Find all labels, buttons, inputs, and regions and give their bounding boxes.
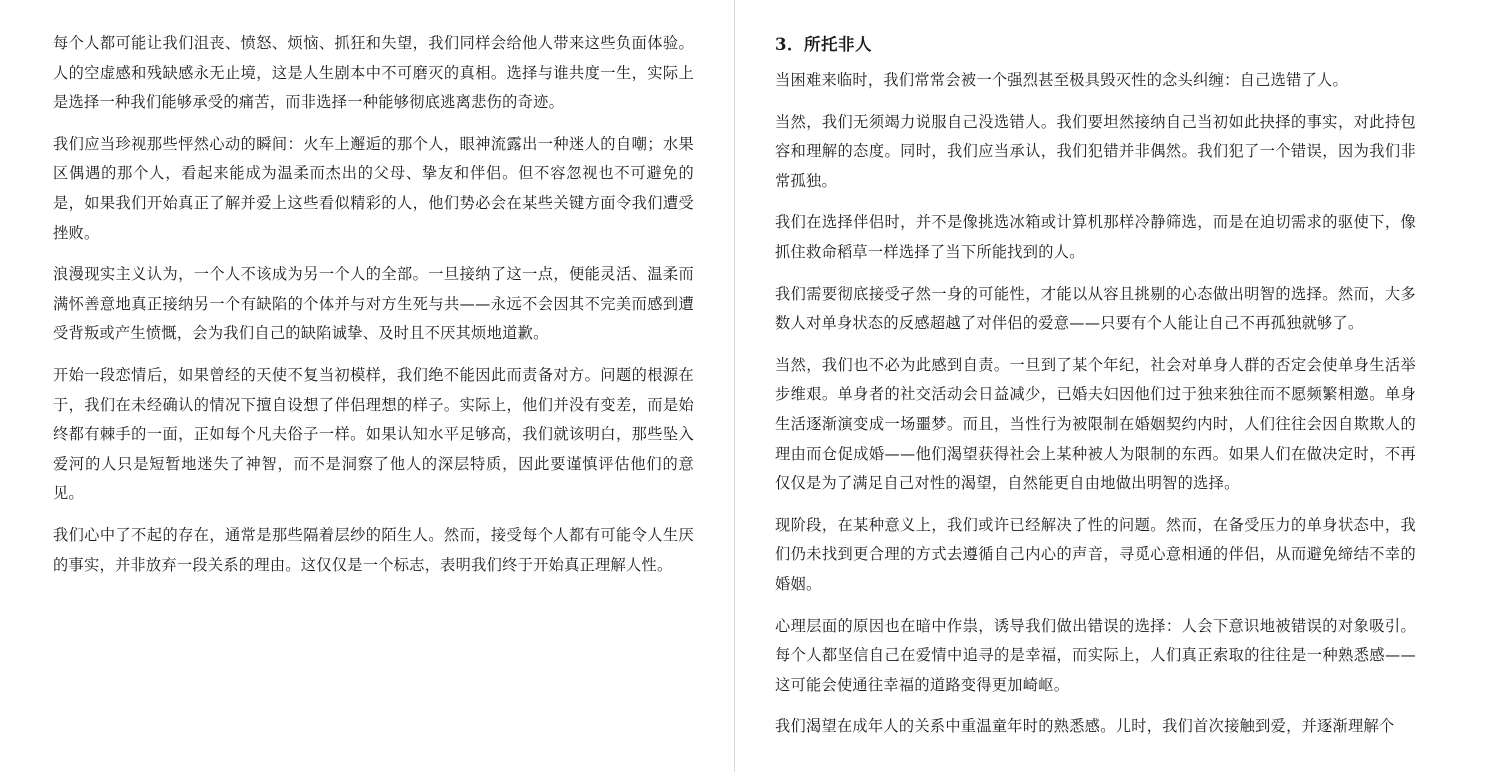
right-paragraph-4: 我们需要彻底接受孑然一身的可能性，才能以从容且挑剔的心态做出明智的选择。然而，大多数人对单身状态的反感超越了对伴侣的爱意——只要有个人能让自己不再孤独就够了。 xyxy=(775,284,1416,333)
left-page xyxy=(0,0,734,772)
left-paragraph-2: 我们应当珍视那些怦然心动的瞬间：火车上邂逅的那个人，眼神流露出一种迷人的自嘲；水果区偶遇的那个人，看起来能成为温柔而杰出的父母、挚友和伴侣。但不容忽视也不可避免的是，如果我们开始真正了解并爱上这些看似精彩的人，他们势必会在某些关键方面令我们遭受挫败。 xyxy=(53,134,694,242)
left-paragraph-5: 我们心中了不起的存在，通常是那些隔着层纱的陌生人。然而，接受每个人都有可能令人生厌的事实，并非放弃一段关系的理由。这仅仅是一个标志，表明我们终于开始真正理解人性。 xyxy=(53,525,694,574)
section-heading: 3．所托非人 xyxy=(775,35,872,54)
right-paragraph-7: 心理层面的原因也在暗中作祟，诱导我们做出错误的选择：人会下意识地被错误的对象吸引。每个人都坚信自己在爱情中追寻的是幸福，而实际上，人们真正索取的往往是一种熟悉感——这可能会使通往幸福的道路变得更加崎岖。 xyxy=(775,616,1416,694)
right-paragraph-1: 当困难来临时，我们常常会被一个强烈甚至极具毁灭性的念头纠缠：自己选错了人。 xyxy=(775,71,1349,89)
right-paragraph-2: 当然，我们无须竭力说服自己没选错人。我们要坦然接纳自己当初如此抉择的事实，对此持包容和理解的态度。同时，我们应当承认，我们犯错并非偶然。我们犯了一个错误，因为我们非常孤独。 xyxy=(775,112,1416,190)
left-paragraph-3: 浪漫现实主义认为，一个人不该成为另一个人的全部。一旦接纳了这一点，便能灵活、温柔而满怀善意地真正接纳另一个有缺陷的个体并与对方生死与共——永远不会因其不完美而感到遭受背叛或产生愤慨，会为我们自己的缺陷诚挚、及时且不厌其烦地道歉。 xyxy=(53,265,694,343)
right-page xyxy=(734,0,1488,772)
right-paragraph-6: 现阶段，在某种意义上，我们或许已经解决了性的问题。然而，在备受压力的单身状态中，我们仍未找到更合理的方式去遵循自己内心的声音，寻觅心意相通的伴侣，从而避免缔结不幸的婚姻。 xyxy=(775,515,1416,593)
left-paragraph-1: 每个人都可能让我们沮丧、愤怒、烦恼、抓狂和失望，我们同样会给他人带来这些负面体验。人的空虚感和残缺感永无止境，这是人生剧本中不可磨灭的真相。选择与谁共度一生，实际上是选择一种我们能够承受的痛苦，而非选择一种能够彻底逃离悲伤的奇迹。 xyxy=(53,34,694,112)
left-paragraph-4: 开始一段恋情后，如果曾经的天使不复当初模样，我们绝不能因此而责备对方。问题的根源在于，我们在未经确认的情况下擅自设想了伴侣理想的样子。实际上，他们并没有变差，而是始终都有棘手的一面，正如每个凡夫俗子一样。如果认知水平足够高，我们就该明白，那些坠入爱河的人只是短暂地迷失了神智，而不是洞察了他人的深层特质，因此要谨慎评估他们的意见。 xyxy=(53,365,694,503)
right-paragraph-3: 我们在选择伴侣时，并不是像挑选冰箱或计算机那样冷静筛选，而是在迫切需求的驱使下，像抓住救命稻草一样选择了当下所能找到的人。 xyxy=(775,213,1416,261)
right-paragraph-5: 当然，我们也不必为此感到自责。一旦到了某个年纪，社会对单身人群的否定会使单身生活举步维艰。单身者的社交活动会日益减少，已婚夫妇因他们过于独来独往而不愿频繁相邀。单身生活逐渐演变成一场噩梦。而且，当性行为被限制在婚姻契约内时，人们往往会因自欺欺人的理由而仓促成婚——他们渴望获得社会上某种被人为限制的东西。如果人们在做决定时，不再仅仅是为了满足自己对性的渴望，自然能更自由地做出明智的选择。 xyxy=(775,355,1416,493)
right-paragraph-8: 我们渴望在成年人的关系中重温童年时的熟悉感。儿时，我们首次接触到爱，并逐渐理解个 xyxy=(775,717,1395,736)
page-gutter-divider xyxy=(734,0,735,772)
